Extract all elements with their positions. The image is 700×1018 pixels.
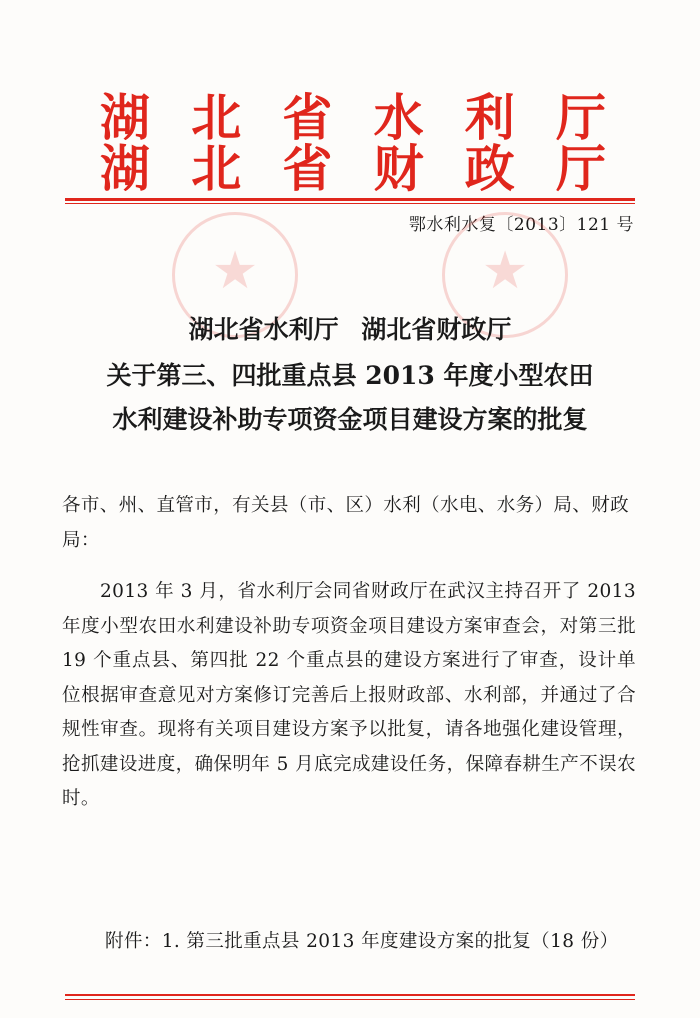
- header-char: 厅: [555, 89, 606, 147]
- header-char: 利: [464, 89, 515, 147]
- seal-star-icon: ★: [211, 241, 259, 301]
- header-red-rule: [65, 198, 635, 201]
- document-title-line-1: 湖北省水利厅 湖北省财政厅: [188, 315, 512, 344]
- issuer-name-finance: [100, 140, 606, 198]
- attachment-line: 附件：1. 第三批重点县 2013 年度建设方案的批复（18 份）: [105, 931, 619, 952]
- header-char: 湖: [100, 140, 150, 198]
- header-char: 湖: [100, 89, 150, 147]
- header-char: 北: [191, 89, 242, 147]
- header-char: 财: [373, 140, 424, 198]
- body-paragraph: 2013 年 3 月，省水利厅会同省财政厅在武汉主持召开了 2013 年度小型农田水利建设补助专项资金项目建设方案审查会，对第三批 19 个重点县、第四批 22 个重点县的建设方案进行了审查，设计单位根据审查意见对方案修订完善后上报财政部、水利部，并通过了合规性审查。现将有关项目建设方案予以批复，请各地强化建设管理，抢抓建设进度，确保明年 5 月底完成建设任务，保障春耕生产不误农时。: [62, 581, 636, 809]
- document-title-line-2: 关于第三、四批重点县 2013 年度小型农田: [106, 361, 594, 390]
- header-char: 政: [464, 140, 515, 198]
- footer-red-rule: [65, 994, 635, 996]
- issuer-name-water-resources: [100, 89, 606, 147]
- header-char: 省: [282, 140, 333, 198]
- addressee: 各市、州、直管市，有关县（市、区）水利（水电、水务）局、财政局：: [62, 495, 630, 551]
- header-char: 北: [191, 140, 242, 198]
- footer-red-rule-thin: [65, 999, 635, 1000]
- document-title-line-3: 水利建设补助专项资金项目建设方案的批复: [112, 405, 588, 434]
- header-char: 省: [282, 89, 333, 147]
- header-red-rule-thin: [65, 203, 635, 204]
- seal-star-icon: ★: [481, 241, 529, 301]
- document-number: 鄂水利水复〔2013〕121 号: [408, 215, 634, 235]
- header-char: 水: [373, 89, 424, 147]
- header-char: 厅: [555, 140, 606, 198]
